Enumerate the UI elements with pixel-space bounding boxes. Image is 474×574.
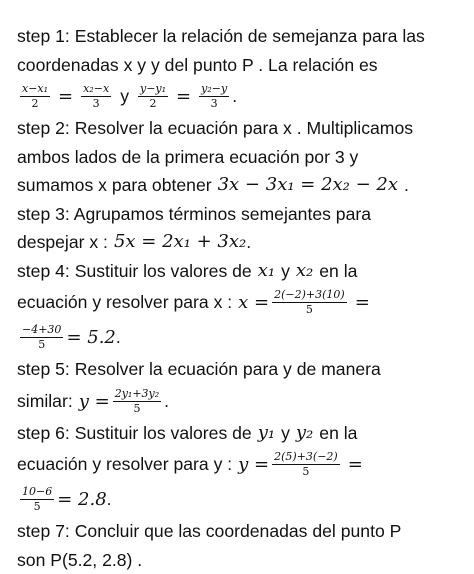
step-6-text: step 6: Sustituir los valores de	[17, 419, 252, 448]
step-1-text: step 1: Establecer la relación de semejanza para las	[17, 22, 425, 51]
y-equals: y =	[238, 447, 269, 482]
step-4-text: step 4: Sustituir los valores de	[17, 257, 252, 286]
fraction-y-minus-y1-over-2: $\frac{\text{y−y₁}}{2}$	[138, 83, 168, 110]
step-1-formula-line	[17, 79, 460, 114]
conjunction-y: y	[120, 79, 129, 114]
step-2-text-cont: ambos lados de la primera ecuación por 3 y	[17, 143, 358, 172]
equation-3x: 3x − 3x₁ = 2x₂ − 2x	[218, 171, 398, 200]
step-6-line-2	[17, 447, 460, 482]
step-1-text-cont: coordenadas x y y del punto P . La relación es	[17, 51, 378, 80]
step-1-line-2	[17, 51, 460, 80]
step-3-line-1	[17, 200, 460, 229]
step-7-line-2	[17, 546, 460, 574]
period: .	[116, 320, 121, 355]
equation-5x: 5x = 2x₁ + 3x₂	[114, 228, 246, 257]
y-equals: y =	[79, 384, 110, 419]
y-result: = 2.8	[57, 482, 106, 517]
x-equals: x =	[238, 285, 269, 320]
step-4-line-1	[17, 257, 460, 286]
step-5-line-1	[17, 355, 460, 384]
step-7-text-cont: son P(5.2, 2.8) .	[17, 546, 142, 574]
step-5-text: step 5: Resolver la ecuación para y de manera	[17, 355, 381, 384]
step-6-line-3	[17, 482, 460, 517]
period: .	[107, 482, 112, 517]
period: .	[164, 384, 169, 419]
step-3-text-cont: despejar x :	[17, 228, 108, 257]
step-2-line-1	[17, 114, 460, 143]
equals-sign: =	[355, 285, 370, 320]
fraction-y-substitution: $\frac{2(5)+3(-2)}{5}$	[272, 451, 340, 478]
equals-sign: =	[176, 79, 191, 114]
step-2-line-2	[17, 143, 460, 172]
step-5-line-2	[17, 384, 460, 419]
x-result: = 5.2	[66, 320, 115, 355]
step-1-line-1	[17, 22, 460, 51]
period: .	[232, 79, 237, 114]
step-4-text-cont: ecuación y resolver para x :	[17, 285, 232, 320]
conjunction-y: y	[281, 257, 290, 286]
step-6-text-cont: ecuación y resolver para y :	[17, 447, 232, 482]
step-2-line-3	[17, 171, 460, 200]
step-3-line-2	[17, 228, 460, 257]
conjunction-y: y	[281, 419, 290, 448]
step-3-text: step 3: Agrupamos términos semejantes para	[17, 200, 371, 229]
step-4-line-3	[17, 320, 460, 355]
var-y1: y₁	[258, 419, 275, 448]
var-x2: x₂	[296, 257, 313, 286]
step-6-text-b: en la	[319, 419, 357, 448]
var-x1: x₁	[258, 257, 275, 286]
fraction-x-substitution: $\frac{2(-2)+3(10)}{5}$	[272, 289, 347, 316]
fraction-y2-minus-y-over-3: $\frac{\text{y₂−y}}{3}$	[199, 83, 229, 110]
equals-sign: =	[348, 447, 363, 482]
step-2-text: step 2: Resolver la ecuación para x . Multiplicamos	[17, 114, 413, 143]
fraction-x-minus-x1-over-2: $\frac{\text{x−x₁}}{2}$	[20, 83, 50, 110]
fraction-x-simplified: $\frac{-4+30}{5}$	[20, 324, 63, 351]
step-6-line-1	[17, 419, 460, 448]
equals-sign: =	[58, 79, 73, 114]
step-7-text: step 7: Concluir que las coordenadas del punto P	[17, 517, 401, 546]
step-5-text-cont: similar:	[17, 384, 73, 419]
step-4-line-2	[17, 285, 460, 320]
period: .	[404, 171, 409, 200]
period: .	[246, 228, 251, 257]
fraction-y-simplified: $\frac{10-6}{5}$	[20, 486, 54, 513]
step-7-line-1	[17, 517, 460, 546]
step-4-text-b: en la	[319, 257, 357, 286]
fraction-y-formula: $\frac{\text{2y₁+3y₂}}{5}$	[113, 388, 161, 415]
fraction-x2-minus-x-over-3: $\frac{\text{x₂−x}}{3}$	[81, 83, 111, 110]
step-2-text-end: sumamos x para obtener	[17, 171, 212, 200]
var-y2: y₂	[296, 419, 313, 448]
